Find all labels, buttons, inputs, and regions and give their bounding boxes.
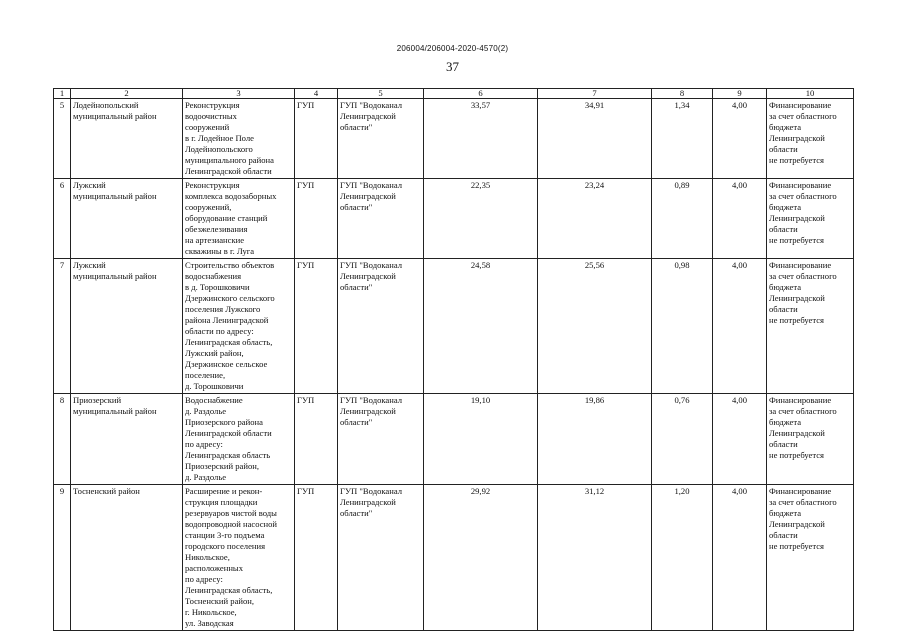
row-number: 6: [54, 179, 71, 259]
object-cell: Реконструкция комплекса водозаборных сооружений, оборудование станций обезжелезивания на артезианские скважины в г. Луга: [183, 179, 295, 259]
organization-cell: ГУП "Водоканал Ленинградской области": [338, 394, 424, 485]
object-cell: Расширение и рекон- струкция площадки резервуаров чистой воды водопроводной насосной станции 3-го подъема городского поселения Никольское, расположенных по адресу: Ленинградская область, Тосненский район, г. Никольское, ул. Заводская: [183, 485, 295, 631]
column-header: 8: [652, 89, 713, 99]
org-type-cell: ГУП: [295, 259, 338, 394]
value-cell-7: 31,12: [538, 485, 652, 631]
value-cell-7: 25,56: [538, 259, 652, 394]
note-cell: Финансирование за счет областного бюджета Ленинградской области не потребуется: [767, 485, 854, 631]
value-cell-6: 24,58: [424, 259, 538, 394]
value-cell-8: 1,20: [652, 485, 713, 631]
row-number: 5: [54, 99, 71, 179]
row-number: 9: [54, 485, 71, 631]
value-cell-6: 33,57: [424, 99, 538, 179]
column-header: 10: [767, 89, 854, 99]
value-cell-8: 0,76: [652, 394, 713, 485]
row-number: 7: [54, 259, 71, 394]
table-row: [54, 394, 854, 485]
column-header: 3: [183, 89, 295, 99]
value-cell-7: 19,86: [538, 394, 652, 485]
note-cell: Финансирование за счет областного бюджета Ленинградской области не потребуется: [767, 179, 854, 259]
note-cell: Финансирование за счет областного бюджета Ленинградской области не потребуется: [767, 259, 854, 394]
header-row: [54, 89, 854, 99]
column-header: 7: [538, 89, 652, 99]
organization-cell: ГУП "Водоканал Ленинградской области": [338, 99, 424, 179]
document-id: 206004/206004-2020-4570(2): [396, 44, 509, 53]
object-cell: Строительство объектов водоснабжения в д. Торошковичи Дзержинского сельского поселения Лужского района Ленинградской области по адресу: Ленинградская область, Лужский район, Дзержинское сельское поселение, д. Торошковичи: [183, 259, 295, 394]
district-cell: Приозерский муниципальный район: [71, 394, 183, 485]
org-type-cell: ГУП: [295, 394, 338, 485]
table-row: [54, 179, 854, 259]
value-cell-6: 19,10: [424, 394, 538, 485]
table-row: [54, 259, 854, 394]
column-header: 4: [295, 89, 338, 99]
value-cell-9: 4,00: [713, 179, 767, 259]
column-header: 1: [54, 89, 71, 99]
data-table: [53, 88, 854, 631]
district-cell: Лодейнопольский муниципальный район: [71, 99, 183, 179]
value-cell-9: 4,00: [713, 259, 767, 394]
note-cell: Финансирование за счет областного бюджета Ленинградской области не потребуется: [767, 394, 854, 485]
organization-cell: ГУП "Водоканал Ленинградской области": [338, 485, 424, 631]
row-number: 8: [54, 394, 71, 485]
value-cell-6: 22,35: [424, 179, 538, 259]
table-row: [54, 485, 854, 631]
org-type-cell: ГУП: [295, 179, 338, 259]
value-cell-8: 0,89: [652, 179, 713, 259]
district-cell: Лужский муниципальный район: [71, 179, 183, 259]
page-number: 37: [446, 59, 459, 74]
value-cell-9: 4,00: [713, 394, 767, 485]
column-header: 2: [71, 89, 183, 99]
organization-cell: ГУП "Водоканал Ленинградской области": [338, 259, 424, 394]
column-header: 6: [424, 89, 538, 99]
organization-cell: ГУП "Водоканал Ленинградской области": [338, 179, 424, 259]
table-row: [54, 99, 854, 179]
note-cell: Финансирование за счет областного бюджета Ленинградской области не потребуется: [767, 99, 854, 179]
value-cell-7: 23,24: [538, 179, 652, 259]
value-cell-7: 34,91: [538, 99, 652, 179]
district-cell: Лужский муниципальный район: [71, 259, 183, 394]
value-cell-9: 4,00: [713, 99, 767, 179]
value-cell-6: 29,92: [424, 485, 538, 631]
org-type-cell: ГУП: [295, 99, 338, 179]
district-cell: Тосненский район: [71, 485, 183, 631]
value-cell-8: 1,34: [652, 99, 713, 179]
column-header: 5: [338, 89, 424, 99]
object-cell: Реконструкция водоочистных сооружений в г. Лодейное Поле Лодейнопольского муниципального района Ленинградской области: [183, 99, 295, 179]
org-type-cell: ГУП: [295, 485, 338, 631]
column-header: 9: [713, 89, 767, 99]
value-cell-9: 4,00: [713, 485, 767, 631]
object-cell: Водоснабжение д. Раздолье Приозерского района Ленинградской области по адресу: Ленинградская область Приозерский район, д. Раздолье: [183, 394, 295, 485]
value-cell-8: 0,98: [652, 259, 713, 394]
